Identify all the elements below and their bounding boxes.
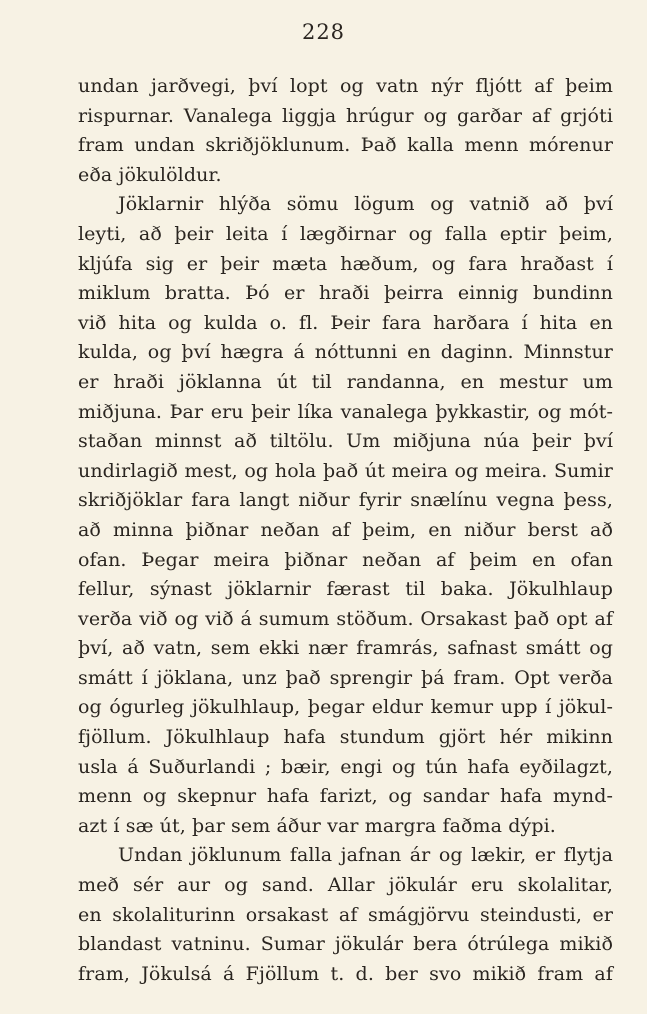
page-number: 228	[301, 20, 346, 44]
text-line: verða við og við á sumum stöðum. Orsakast það opt af	[78, 607, 613, 630]
text-line: fellur, sýnast jöklarnir færast til baka. Jökulhlaup	[78, 578, 613, 601]
text-line: en skolaliturinn orsakast af smágjörvu steindusti, er	[78, 903, 613, 926]
text-line: að minna þiðnar neðan af þeim, en niður berst að	[78, 518, 613, 541]
text-line: undirlagið mest, og hola það út meira og meira. Sumir	[78, 459, 613, 482]
text-line: azt í sæ út, þar sem áður var margra faðma dýpi.	[78, 814, 556, 837]
text-line: fram, Jökulsá á Fjöllum t. d. ber svo mikið fram af	[78, 962, 613, 985]
text-line: eða jökulöldur.	[78, 163, 222, 186]
text-line: menn og skepnur hafa farizt, og sandar hafa mynd-	[78, 785, 613, 808]
text-line: miklum bratta. Þó er hraði þeirra einnig bundinn	[78, 282, 613, 305]
text-line: undan jarðvegi, því lopt og vatn nýr fljótt af þeim	[78, 75, 613, 97]
text-line: og ógurleg jökulhlaup, þegar eldur kemur upp í jökul-	[78, 696, 613, 719]
text-line: usla á Suðurlandi ; bæir, engi og tún hafa eyðilagzt,	[78, 755, 613, 778]
text-line: með sér aur og sand. Allar jökulár eru skolalitar,	[78, 874, 613, 897]
body-text	[78, 72, 613, 989]
text-line: fjöllum. Jökulhlaup hafa stundum gjört hér mikinn	[78, 726, 613, 749]
text-line: miðjuna. Þar eru þeir líka vanalega þykkastir, og mót-	[78, 400, 613, 423]
text-line: er hraði jöklanna út til randanna, en mestur um	[78, 370, 613, 393]
text-line: skriðjöklar fara langt niður fyrir snælínu vegna þess,	[78, 489, 613, 512]
text-line: Jöklarnir hlýða sömu lögum og vatnið að því	[118, 193, 613, 216]
text-line: kulda, og því hægra á nóttunni en daginn. Minnstur	[78, 341, 613, 364]
text-line: leyti, að þeir leita í lægðirnar og falla eptir þeim,	[78, 222, 613, 245]
text-line: smátt í jöklana, unz það sprengir þá fram. Opt verða	[78, 666, 613, 689]
text-line: rispurnar. Vanalega liggja hrúgur og garðar af grjóti	[78, 104, 613, 127]
text-line: ofan. Þegar meira þiðnar neðan af þeim en ofan	[78, 548, 613, 571]
text-line: staðan minnst að tiltölu. Um miðjuna núa þeir því	[78, 430, 613, 453]
text-line: kljúfa sig er þeir mæta hæðum, og fara hraðast í	[78, 252, 613, 275]
text-line: því, að vatn, sem ekki nær framrás, safnast smátt og	[78, 637, 613, 660]
text-line: við hita og kulda o. fl. Þeir fara harðara í hita en	[78, 311, 613, 334]
text-line: Undan jöklunum falla jafnan ár og lækir, er flytja	[118, 844, 613, 867]
text-line: blandast vatninu. Sumar jökulár bera ótrúlega mikið	[78, 933, 613, 956]
text-line: fram undan skriðjöklunum. Það kalla menn mórenur	[78, 134, 613, 157]
